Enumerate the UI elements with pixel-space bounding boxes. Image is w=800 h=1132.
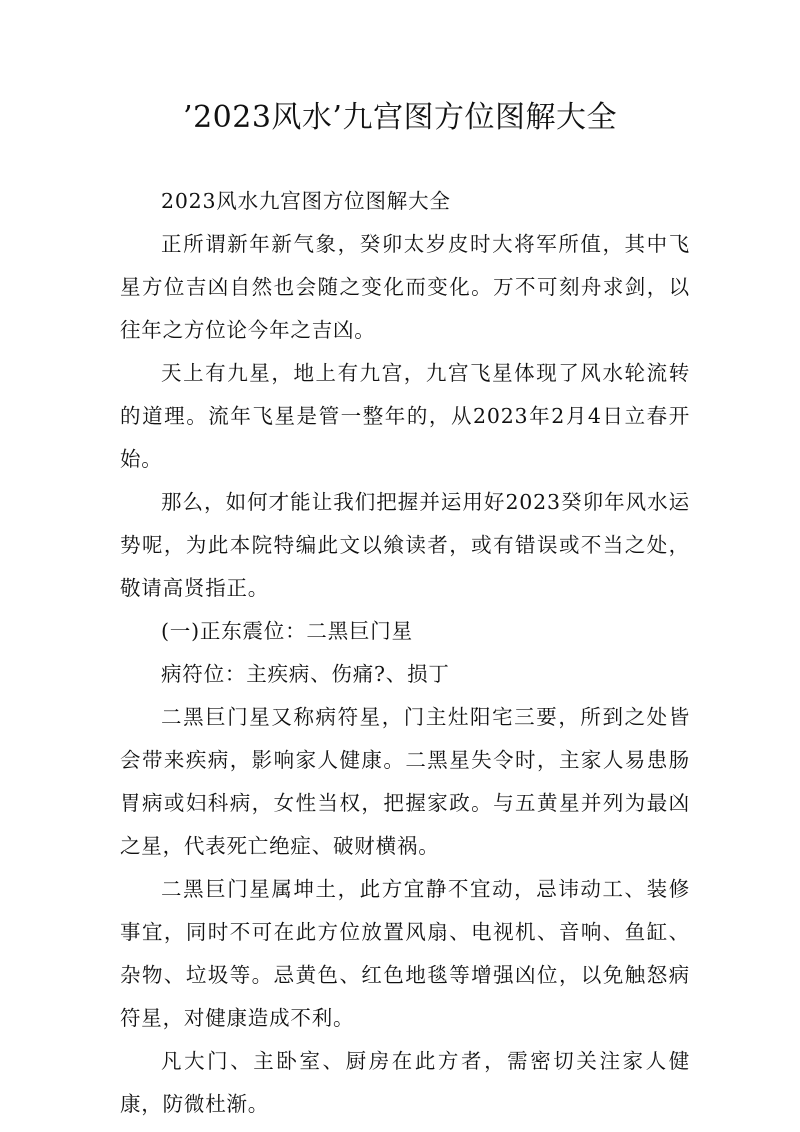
paragraph-nine-stars: 天上有九星，地上有九宫，九宫飞星体现了风水轮流转的道理。流年飞星是管一整年的，从2023年2月4日立春开始。 [120, 361, 690, 471]
section-heading-east: (一)正东震位：二黑巨门星 [161, 619, 413, 643]
document-body [120, 180, 690, 1126]
paragraph-star-description: 二黑巨门星又称病符星，门主灶阳宅三要，所到之处皆会带来疾病，影响家人健康。二黑星失令时，主家人易患肠胃病或妇科病，女性当权，把握家政。与五黄星并列为最凶之星，代表死亡绝症、破财横祸。 [120, 705, 690, 858]
paragraph-intro: 正所谓新年新气象，癸卯太岁皮时大将军所值，其中飞星方位吉凶自然也会随之变化而变化。万不可刻舟求剑，以往年之方位论今年之吉凶。 [120, 232, 690, 342]
document-title: ’2023风水’九宫图方位图解大全 [183, 100, 617, 135]
paragraph-subtitle: 2023风水九宫图方位图解大全 [161, 189, 451, 213]
paragraph-star-advice: 二黑巨门星属坤土，此方宜静不宜动，忌讳动工、装修事宜，同时不可在此方位放置风扇、电视机、音响、鱼缸、杂物、垃圾等。忌黄色、红色地毯等增强凶位，以免触怒病符星，对健康造成不利。 [120, 877, 690, 1030]
paragraph-household-advice: 凡大门、主卧室、厨房在此方者，需密切关注家人健康，防微杜渐。 [120, 1049, 690, 1116]
section-subheading-illness: 病符位：主疾病、伤痛?、损丁 [161, 662, 450, 686]
paragraph-purpose: 那么，如何才能让我们把握并运用好2023癸卯年风水运势呢，为此本院特编此文以飨读者，或有错误或不当之处，敬请高贤指正。 [120, 490, 690, 600]
